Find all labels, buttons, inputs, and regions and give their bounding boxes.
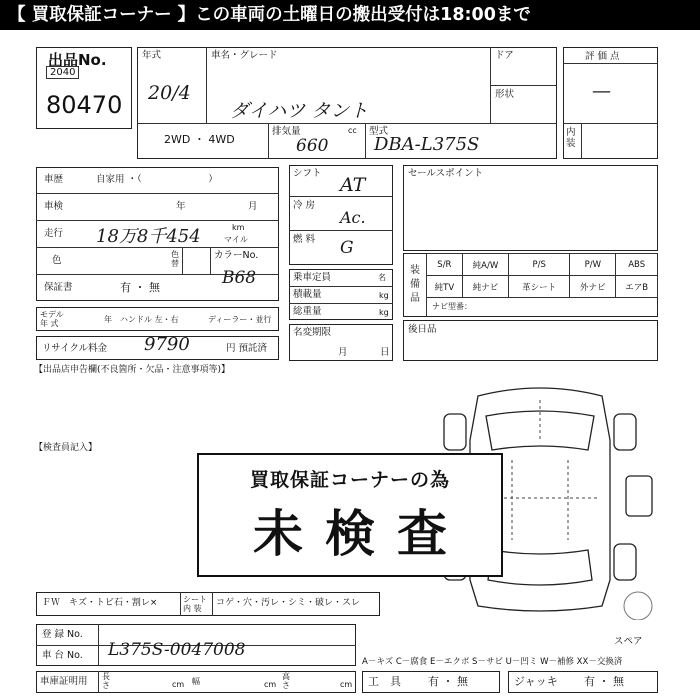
displacement-label: 排気量 (272, 126, 301, 137)
recycle-suffix: 円 預託済 (226, 343, 268, 354)
stamp-line1: 買取保証コーナーの為 (249, 469, 450, 491)
mileage-value: 18万8千454 (96, 226, 201, 247)
equip-aw: 純A/W (462, 254, 508, 276)
inspection-month: 月 (248, 201, 258, 212)
reg-label: 登 録 No. (42, 629, 83, 640)
color-code-label: カラーNo. (214, 250, 259, 261)
equip-tv: 純TV (427, 276, 463, 298)
stamp-line2: 未検査 (253, 504, 469, 563)
capacity-weight-unit: kg (379, 308, 389, 317)
recycle-label: リサイクル料金 (42, 343, 108, 354)
equip-airbag: エアB (616, 276, 658, 298)
equipment-table (426, 253, 658, 298)
inspection-label: 車検 (44, 201, 64, 212)
sales-point-label: セールスポイント (408, 168, 484, 179)
capacity-seats-label: 乗車定員 (293, 272, 332, 283)
rear-date-label: 後日品 (408, 324, 437, 335)
model-year-year: 年 (104, 315, 112, 324)
aircon-value: Ac. (340, 208, 366, 227)
model-year-label: モデル 年 式 (40, 310, 64, 328)
mileage-label: 走行 (44, 228, 64, 239)
name-change-label: 名変期限 (293, 327, 332, 338)
spare-label: スペア (614, 636, 643, 647)
fuel-value: G (340, 238, 354, 258)
inspection-year: 年 (176, 201, 186, 212)
shift-value: AT (340, 174, 366, 196)
fuel-label: 燃 料 (293, 234, 316, 245)
cert-length-unit: cm (172, 680, 185, 689)
warranty-label: 保証書 (44, 282, 73, 293)
model-year-dealer: ディーラー・並行 (208, 315, 272, 324)
exhibitor-notes-label: 【出品店申告欄(不良箇所・欠品・注意事項等)】 (34, 365, 231, 375)
door-label: ドア (495, 50, 514, 61)
tools-value: 有 ・ 無 (428, 675, 468, 688)
cert-label: 車庫証明用 (40, 676, 88, 687)
name-label: 車名・グレード (211, 50, 278, 61)
cert-height-unit: cm (340, 680, 353, 689)
seat-label: シート 内 装 (183, 595, 207, 613)
exhibit-tag: 2040 (46, 66, 79, 79)
year-value: 20/4 (148, 82, 191, 104)
aircon-label: 冷 房 (293, 200, 316, 211)
equip-navi: 純ナビ (462, 276, 508, 298)
damage-legend: A－キズ C－腐食 E－エクボ S－サビ U－凹ミ W－補修 XX－交換済 (362, 657, 623, 667)
grade-label: 評 価 点 (585, 51, 620, 62)
equip-pw: P/W (570, 254, 616, 276)
name-change-month: 月 (338, 347, 348, 358)
interior-label: 内 装 (566, 127, 576, 149)
name-change-day: 日 (380, 347, 390, 358)
model-year-handle: ハンドル 左・右 (120, 315, 179, 324)
shift-label: シフト (293, 168, 322, 179)
mileage-mile: マイル (224, 235, 248, 244)
capacity-weight-label: 総重量 (293, 306, 322, 317)
grade-value: — (592, 80, 611, 102)
fw-label: ＦＷ キズ・トビ石・割レ× (42, 598, 158, 608)
history-value: 自家用 ・（ ） (96, 174, 218, 185)
chassis-label: 車 台 No. (42, 650, 83, 661)
jack-label: ジャッキ (514, 675, 558, 688)
color-code-value: B68 (222, 268, 257, 288)
jack-value: 有 ・ 無 (584, 675, 624, 688)
uninspected-stamp (197, 453, 503, 577)
rear-date-box (403, 320, 658, 361)
inspector-notes-label: 【検査員記入】 (34, 443, 98, 453)
name-value: ダイハツ タント (230, 100, 369, 122)
banner: 【 買取保証コーナー 】この車両の土曜日の搬出受付は18:00まで (0, 0, 700, 30)
mileage-km: km (232, 223, 245, 232)
color-change-label: 色 替 (171, 250, 179, 268)
exhibit-label: 出品No. (48, 51, 107, 69)
drive-label: 2WD ・ 4WD (164, 133, 235, 146)
navi-model-label: ナビ型番： (432, 302, 472, 311)
cc-label: cc (348, 126, 357, 135)
history-label: 車歴 (44, 174, 64, 185)
chassis-value: L375S-0047008 (108, 640, 246, 660)
year-label: 年式 (142, 50, 162, 61)
shape-label: 形状 (495, 89, 515, 100)
color-label: 色 (52, 255, 62, 266)
capacity-load-unit: kg (379, 291, 389, 300)
cert-width: 幅 (192, 677, 200, 686)
equip-ext-navi: 外ナビ (570, 276, 616, 298)
tools-label: 工 具 (368, 675, 401, 688)
warranty-value: 有 ・ 無 (120, 281, 160, 294)
capacity-seats-unit: 名 (378, 273, 386, 282)
equip-sr: S/R (427, 254, 463, 276)
capacity-load-label: 積載量 (293, 289, 322, 300)
recycle-value: 9790 (144, 334, 190, 355)
cert-length: 長 さ (102, 672, 110, 690)
model-label: 型式 (369, 126, 389, 137)
cert-height: 高 さ (282, 672, 290, 690)
cert-width-unit: cm (264, 680, 277, 689)
equip-abs: ABS (616, 254, 658, 276)
equip-ps: P/S (509, 254, 570, 276)
displacement-value: 660 (296, 136, 329, 156)
model-value: DBA-L375S (374, 134, 480, 155)
equipment-label: 装 備 品 (410, 265, 420, 304)
exhibit-number: 80470 (46, 91, 123, 119)
seat-desc: コゲ・穴・汚レ・シミ・破レ・スレ (216, 598, 361, 608)
equip-leather: 革シート (509, 276, 570, 298)
